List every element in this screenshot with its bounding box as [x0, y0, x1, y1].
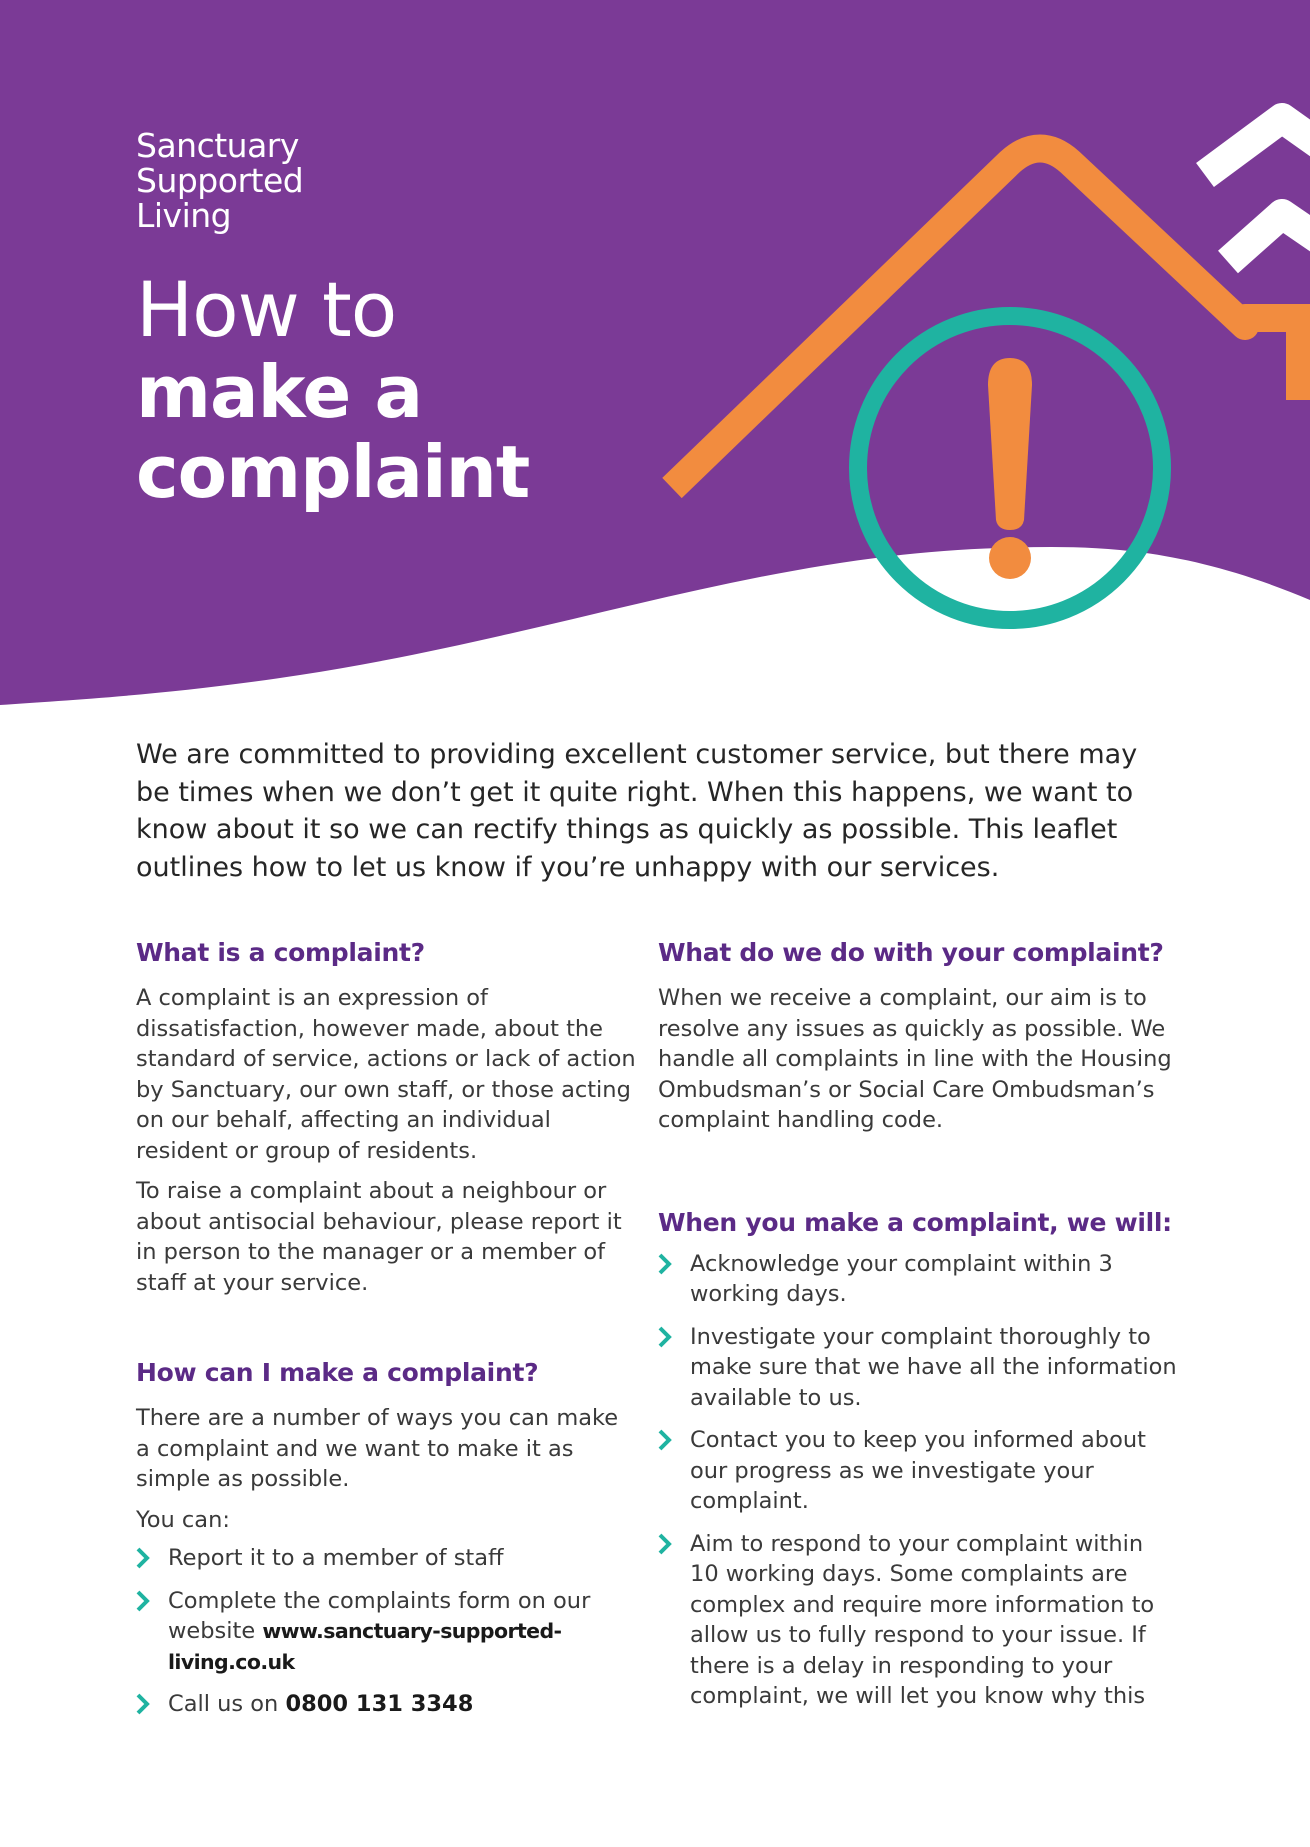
we-will-list	[658, 1249, 1178, 1712]
logo-line-3: Living	[136, 196, 232, 235]
brand-logo	[136, 128, 303, 233]
chevron-right-icon	[658, 1533, 672, 1555]
how-can-list	[136, 1543, 636, 1720]
logo-line-2: Supported	[136, 161, 304, 200]
list-item	[136, 1689, 636, 1720]
list-item-text: Contact you to keep you informed about our progress as we investigate your complaint.	[690, 1427, 1146, 1514]
list-item	[658, 1425, 1178, 1517]
chevron-right-icon	[658, 1326, 672, 1348]
you-can-label: You can:	[136, 1506, 230, 1533]
list-item	[658, 1322, 1178, 1414]
list-item	[136, 1543, 636, 1574]
we-will-heading: When you make a complaint, we will:	[658, 1207, 1172, 1237]
list-item-text: Report it to a member of staff	[168, 1545, 504, 1571]
logo-line-1: Sanctuary	[136, 126, 299, 165]
chevron-right-icon	[136, 1693, 150, 1715]
phone-number[interactable]: 0800 131 3348	[285, 1691, 474, 1717]
chevron-right-icon	[658, 1429, 672, 1451]
website-link[interactable]: www.sanctuary-supported-living.co.uk	[168, 1619, 562, 1674]
title-line-1: How to	[136, 265, 397, 354]
what-is-heading: What is a complaint?	[136, 938, 425, 967]
title-line-2: make a	[136, 350, 423, 434]
list-item-text: Call us on	[168, 1691, 286, 1717]
list-item-text: Aim to respond to your complaint within 10 working days. Some complaints are complex and require more information to allow us to fully respond to your issue. If there is a delay in responding to your complaint, we will let you know why this	[690, 1530, 1155, 1709]
what-do-paragraph: When we receive a complaint, our aim is to resolve any issues as quickly as possible. We handle all complaints in line with the Housing Ombudsman’s or Social Care Ombudsman’s complaint handling code.	[658, 985, 1172, 1133]
title-line-3: complaint	[136, 430, 530, 514]
what-do-heading: What do we do with your complaint?	[658, 938, 1164, 967]
list-item-text: Acknowledge your complaint within 3 working days.	[690, 1250, 1113, 1307]
list-item	[136, 1586, 636, 1678]
how-can-heading: How can I make a complaint?	[136, 1358, 539, 1387]
list-item	[658, 1529, 1178, 1712]
how-can-paragraph: There are a number of ways you can make a complaint and we want to make it as simple as possible.	[136, 1405, 619, 1492]
what-is-paragraph-1: A complaint is an expression of dissatisfaction, however made, about the standard of service, actions or lack of action by Sanctuary, our own staff, or those acting on our behalf, affecting an individual resident or group of residents.	[136, 985, 636, 1164]
page-title	[136, 265, 530, 514]
list-item-text: Complete the complaints form on our website	[168, 1587, 591, 1644]
exclamation-dot	[989, 537, 1031, 579]
left-column	[136, 938, 636, 1720]
intro-paragraph: We are committed to providing excellent customer service, but there may be times when we don’t get it quite right. When this happens, we want to know about it so we can rectify things as quickly as possible. This leaflet outlines how to let us know if you’re unhappy with our services.	[136, 739, 1138, 883]
right-column	[658, 938, 1178, 1712]
chevron-right-icon	[136, 1590, 150, 1612]
list-item-text: Investigate your complaint thoroughly to make sure that we have all the information available to us.	[690, 1323, 1177, 1411]
list-item	[658, 1249, 1178, 1310]
chevron-right-icon	[658, 1253, 672, 1275]
chevron-right-icon	[136, 1547, 150, 1569]
what-is-paragraph-2: To raise a complaint about a neighbour or about antisocial behaviour, please report it in person to the manager or a member of staff at your service.	[136, 1178, 622, 1296]
